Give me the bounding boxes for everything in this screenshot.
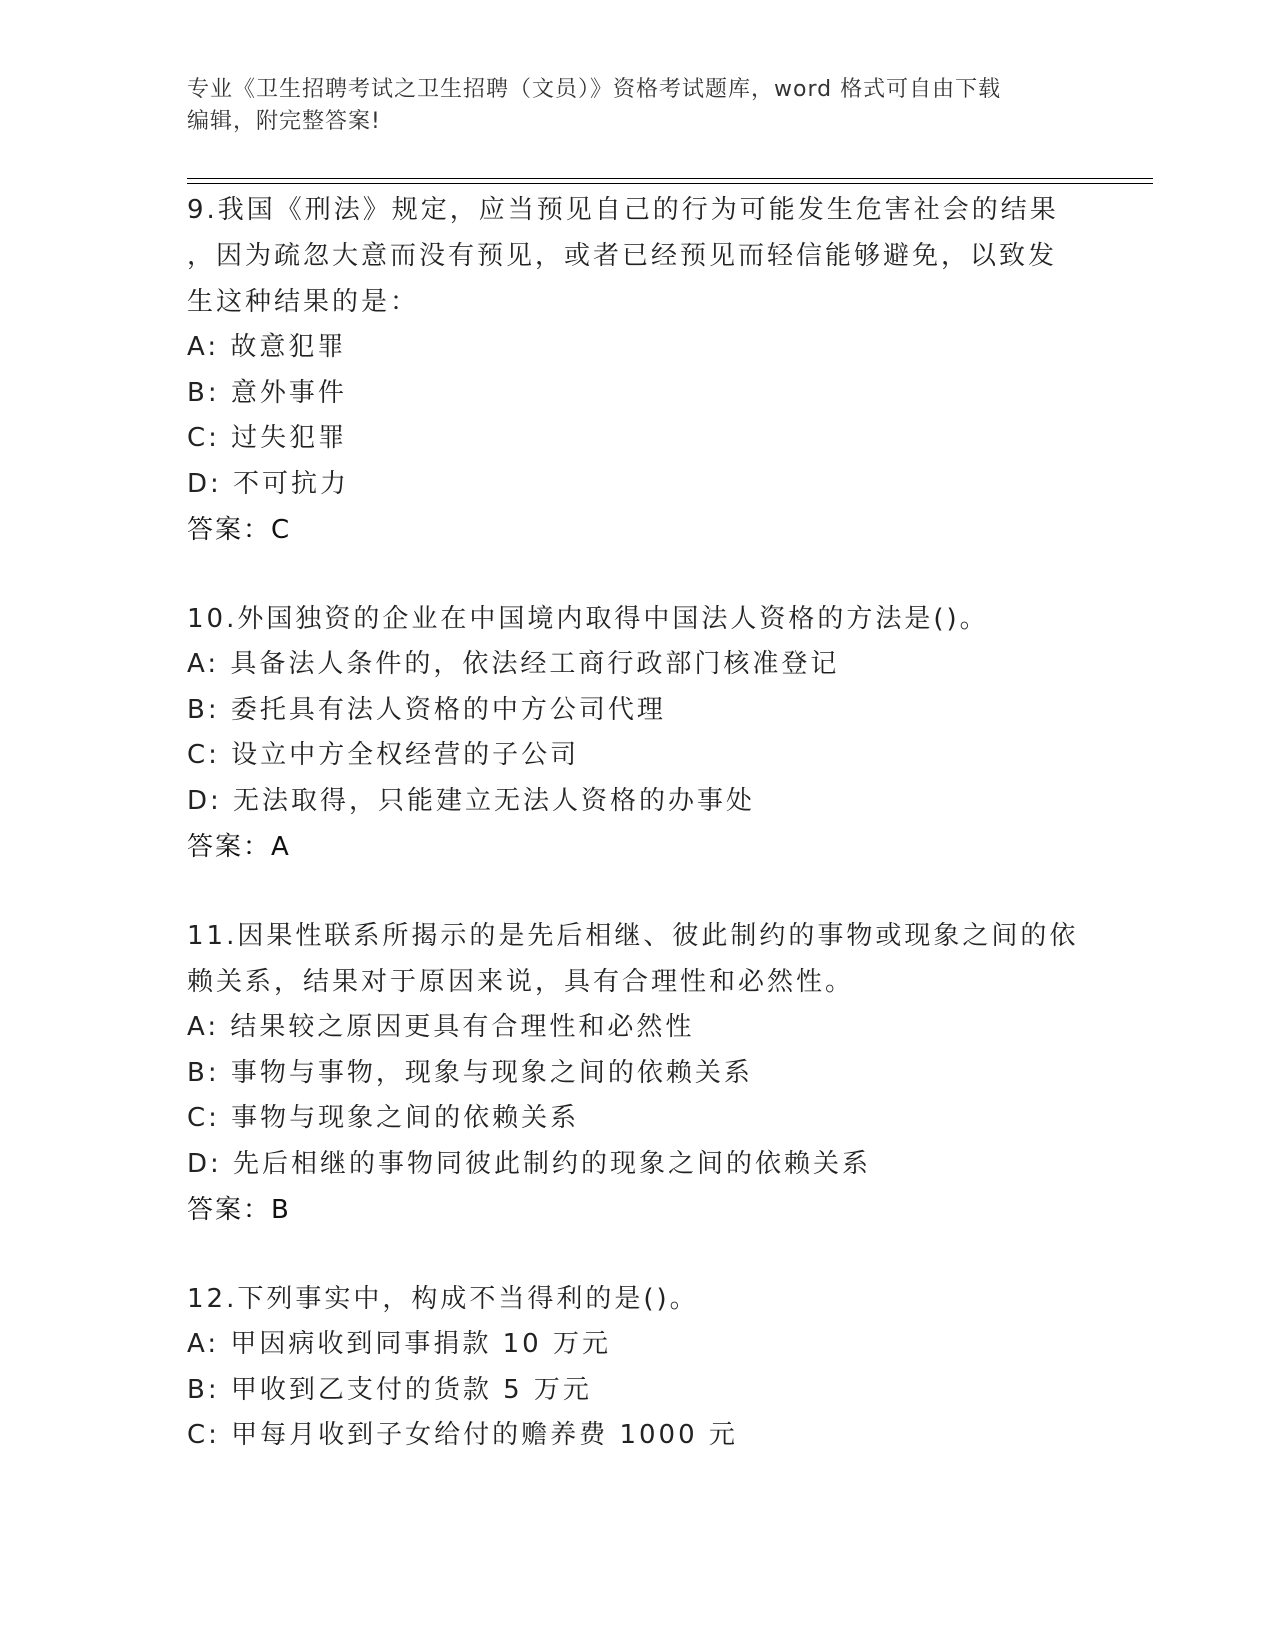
question-stem-line: 赖关系，结果对于原因来说，具有合理性和必然性。 [187, 967, 855, 997]
question-stem-line: ，因为疏忽大意而没有预见，或者已经预见而轻信能够避免，以致发 [187, 241, 1058, 271]
option-a: A: 故意犯罪 [187, 332, 347, 362]
question-9 [187, 187, 1087, 553]
option-b: B: 委托具有法人资格的中方公司代理 [187, 694, 666, 725]
option-d: D: 不可抗力 [187, 468, 350, 499]
question-list [187, 187, 1087, 1459]
question-12 [187, 1276, 1087, 1459]
question-11 [187, 913, 1087, 1233]
option-b: B: 意外事件 [187, 377, 347, 408]
question-10 [187, 596, 1087, 870]
question-spacer [187, 1233, 1087, 1276]
option-a: A: 甲因病收到同事捐款 10 万元 [187, 1329, 611, 1359]
option-b: B: 甲收到乙支付的货款 5 万元 [187, 1374, 592, 1405]
option-c: C: 设立中方全权经营的子公司 [187, 740, 580, 770]
question-stem-line: 10.外国独资的企业在中国境内取得中国法人资格的方法是()。 [187, 604, 989, 634]
question-stem-line: 生这种结果的是： [187, 287, 420, 317]
header-divider-top [187, 178, 1153, 179]
option-c: C: 甲每月收到子女给付的赡养费 1000 元 [187, 1420, 738, 1450]
answer-label: 答案：B [187, 1195, 291, 1225]
option-a: A: 具备法人条件的，依法经工商行政部门核准登记 [187, 649, 840, 679]
answer-label: 答案：C [187, 515, 292, 545]
option-b: B: 事物与事物，现象与现象之间的依赖关系 [187, 1057, 753, 1088]
question-stem-line: 9.我国《刑法》规定，应当预见自己的行为可能发生危害社会的结果 [187, 195, 1059, 225]
header-divider-bottom [187, 183, 1153, 184]
document-header [187, 74, 1087, 138]
option-a: A: 结果较之原因更具有合理性和必然性 [187, 1012, 695, 1042]
question-stem-line: 12.下列事实中，构成不当得利的是()。 [187, 1284, 699, 1314]
option-d: D: 先后相继的事物同彼此制约的现象之间的依赖关系 [187, 1148, 872, 1179]
question-stem-line: 11.因果性联系所揭示的是先后相继、彼此制约的事物或现象之间的依 [187, 921, 1079, 951]
header-line-2: 编辑，附完整答案! [187, 109, 381, 134]
question-spacer [187, 870, 1087, 913]
option-c: C: 事物与现象之间的依赖关系 [187, 1103, 580, 1133]
question-spacer [187, 553, 1087, 596]
option-c: C: 过失犯罪 [187, 423, 348, 453]
option-d: D: 无法取得，只能建立无法人资格的办事处 [187, 785, 756, 816]
header-line-1: 专业《卫生招聘考试之卫生招聘（文员）》资格考试题库，word 格式可自由下载 [187, 77, 1002, 102]
answer-label: 答案：A [187, 832, 291, 862]
